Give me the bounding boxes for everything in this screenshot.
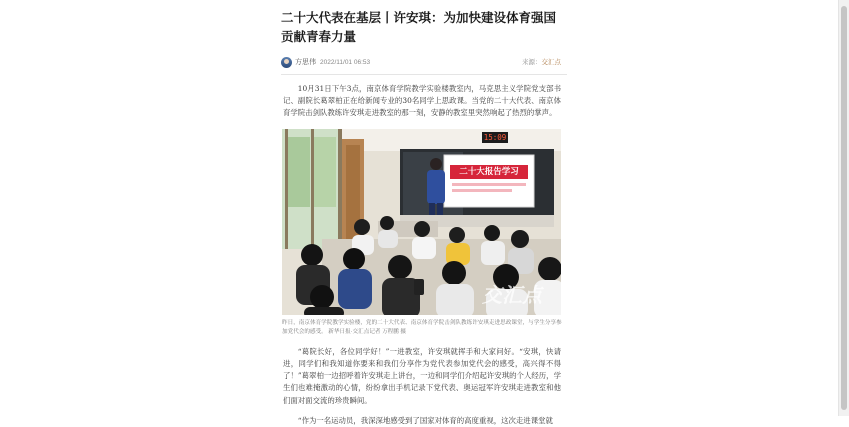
scrollbar-thumb[interactable] xyxy=(841,6,847,410)
wall-clock: 15:09 xyxy=(483,132,507,142)
photo-caption: 昨日，南京体育学院教学实验楼，党的二十大代表、南京体育学院击剑队教练许安琪走进思政课堂，与学生分享参加党代会的感受。 新华日报·交汇点记者 万程鹏 摄 xyxy=(282,319,562,336)
article-photo xyxy=(282,129,561,315)
paragraph-2: “葛院长好，各位同学好！”一进教室，许安琪就挥手和大家问好。“安琪，快请进，同学们和我知道你要来和我们分享作为党代表参加党代会的感受，高兴得不得了！”葛翠柏一边招呼着许安琪走上讲台，一边和同学们介绍起许安琪的个人经历，学生们也难掩激动的心情，纷纷拿出手机记录下党代表、奥运冠军许安琪走进教室和他们面对面交流的珍贵瞬间。 xyxy=(283,346,561,405)
author-avatar xyxy=(281,57,292,68)
paragraph-1: 10月31日下午3点，南京体育学院教学实验楼教室内，马克思主义学院党支部书记、副院长葛翠柏正在给新闻专业的30名同学上思政课。当党的二十大代表、南京体育学院击剑队教练许安琪走进教室的那一刻，安静的教室里突然响起了热烈的掌声。 xyxy=(283,84,561,118)
paragraph-3: “作为一名运动员，我深深地感受到了国家对体育的高度重视，这次走进课堂就 xyxy=(297,415,553,425)
scrollbar[interactable] xyxy=(838,0,849,416)
source-label: 来源： xyxy=(522,59,542,66)
publish-date: 2022/11/01 06:53 xyxy=(320,58,371,66)
article xyxy=(281,0,567,425)
source-value[interactable]: 交汇点 xyxy=(541,59,561,66)
photo-watermark: 交汇点 xyxy=(482,282,542,307)
article-title: 二十大代表在基层丨许安琪：为加快建设体育强国贡献青春力量 xyxy=(281,10,557,44)
article-meta xyxy=(281,54,567,70)
divider xyxy=(281,74,567,75)
source xyxy=(522,57,561,66)
screen-text: 二十大报告学习 xyxy=(459,166,519,177)
author-name[interactable]: 方思伟 xyxy=(295,59,316,66)
